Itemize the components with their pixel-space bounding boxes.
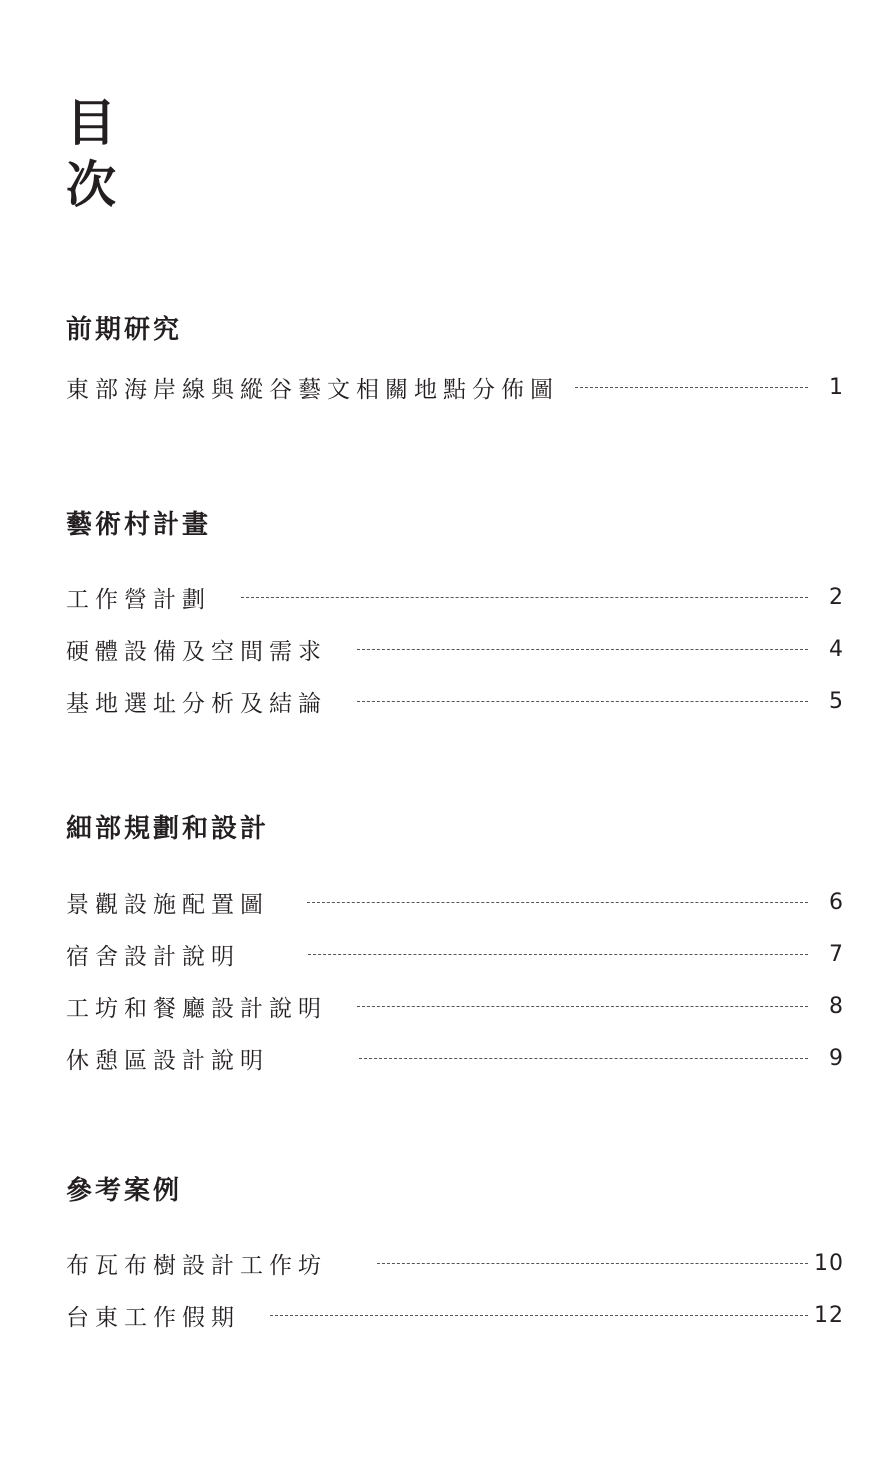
toc-entry[interactable] xyxy=(66,980,844,1032)
toc-entry-label: 台東工作假期 xyxy=(66,1304,240,1331)
dotted-leader xyxy=(308,954,808,955)
dotted-leader xyxy=(359,1058,808,1059)
toc-entry-label: 景觀設施配置圖 xyxy=(66,891,269,918)
toc-entry-label: 工坊和餐廳設計說明 xyxy=(66,995,327,1022)
toc-entry-list xyxy=(66,571,844,727)
title-char-1: 目 xyxy=(66,93,116,152)
section-heading: 參考案例 xyxy=(66,1176,183,1206)
dotted-leader xyxy=(377,1263,808,1264)
section-heading: 前期研究 xyxy=(66,315,183,345)
dotted-leader xyxy=(575,387,808,388)
toc-entry[interactable] xyxy=(66,571,844,623)
toc-entry-page-number: 1 xyxy=(829,374,844,400)
section-heading: 藝術村計畫 xyxy=(66,510,212,540)
toc-entry-label: 工作營計劃 xyxy=(66,586,211,613)
toc-section-detailed-planning xyxy=(66,812,844,1084)
toc-entry[interactable] xyxy=(66,361,844,413)
toc-entry-label: 休憩區設計說明 xyxy=(66,1047,269,1074)
toc-entry-list xyxy=(66,1237,844,1341)
toc-entry-page-number: 8 xyxy=(829,993,844,1019)
toc-entry[interactable] xyxy=(66,623,844,675)
dotted-leader xyxy=(357,1006,808,1007)
dotted-leader xyxy=(357,701,808,702)
toc-entry-list xyxy=(66,876,844,1084)
toc-entry[interactable] xyxy=(66,675,844,727)
toc-entry-label: 宿舍設計說明 xyxy=(66,943,240,970)
toc-entry[interactable] xyxy=(66,1289,844,1341)
toc-entry-page-number: 12 xyxy=(814,1302,844,1328)
toc-entry-page-number: 4 xyxy=(829,636,844,662)
toc-section-research xyxy=(66,313,844,413)
toc-entry-page-number: 6 xyxy=(829,889,844,915)
toc-section-art-village-plan xyxy=(66,508,844,727)
dotted-leader xyxy=(357,649,808,650)
toc-entry-page-number: 5 xyxy=(829,688,844,714)
toc-entry-list xyxy=(66,361,844,413)
toc-entry-page-number: 2 xyxy=(829,584,844,610)
dotted-leader xyxy=(270,1315,808,1316)
toc-entry-label: 東部海岸線與縱谷藝文相關地點分佈圖 xyxy=(66,376,559,403)
toc-entry-label: 布瓦布樹設計工作坊 xyxy=(66,1252,327,1279)
toc-entry[interactable] xyxy=(66,1032,844,1084)
dotted-leader xyxy=(307,902,808,903)
page-title xyxy=(66,92,126,216)
toc-entry[interactable] xyxy=(66,928,844,980)
title-char-2: 次 xyxy=(66,155,116,214)
toc-entry[interactable] xyxy=(66,1237,844,1289)
toc-entry-page-number: 9 xyxy=(829,1045,844,1071)
toc-entry[interactable] xyxy=(66,876,844,928)
toc-section-reference-cases xyxy=(66,1174,844,1341)
toc-entry-page-number: 7 xyxy=(829,941,844,967)
toc-entry-page-number: 10 xyxy=(814,1250,844,1276)
toc-entry-label: 基地選址分析及結論 xyxy=(66,690,327,717)
section-heading: 細部規劃和設計 xyxy=(66,814,270,844)
dotted-leader xyxy=(241,597,808,598)
toc-entry-label: 硬體設備及空間需求 xyxy=(66,638,327,665)
